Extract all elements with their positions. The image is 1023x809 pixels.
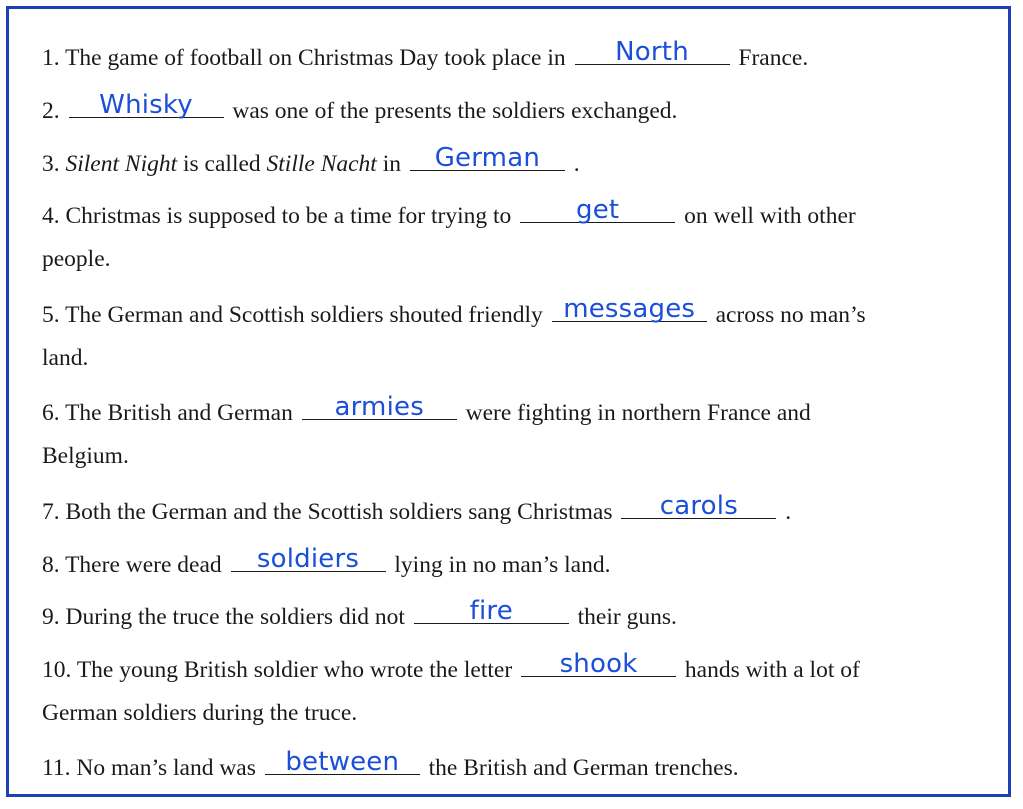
question-2: 2. Whisky was one of the presents the soldiers exchanged. <box>42 90 678 124</box>
answer-10: shook <box>559 649 638 679</box>
answer-11: between <box>285 747 400 777</box>
answer-blank-3[interactable] <box>410 143 565 173</box>
question-5-continuation: land. <box>42 345 89 371</box>
answer-blank-9[interactable] <box>414 596 569 626</box>
answer-blank-8[interactable] <box>231 544 386 574</box>
answer-blank-2[interactable] <box>69 90 224 120</box>
answer-8: soldiers <box>256 544 360 574</box>
question-7: 7. Both the German and the Scottish soldiers sang Christmas carols . <box>42 491 792 525</box>
question-6-continuation: Belgium. <box>42 443 129 469</box>
question-11: 11. No man’s land was between the British and German trenches. <box>42 747 739 781</box>
answer-7: carols <box>659 491 738 521</box>
answer-blank-1[interactable] <box>575 37 730 67</box>
answer-4: get <box>576 195 620 225</box>
answer-blank-5[interactable] <box>552 294 707 324</box>
answer-blank-6[interactable] <box>302 392 457 422</box>
answer-blank-11[interactable] <box>265 747 420 777</box>
answer-1: North <box>615 37 689 67</box>
question-10: 10. The young British soldier who wrote the letter shook hands with a lot of <box>42 649 860 683</box>
question-1: 1. The game of football on Christmas Day took place in North France. <box>42 37 809 71</box>
answer-3: German <box>434 143 541 173</box>
answer-blank-4[interactable] <box>520 195 675 225</box>
question-10-continuation: German soldiers during the truce. <box>42 700 358 726</box>
question-4: 4. Christmas is supposed to be a time for trying to get on well with other <box>42 195 856 229</box>
answer-9: fire <box>469 596 513 626</box>
answer-5: messages <box>563 294 696 324</box>
answer-blank-10[interactable] <box>521 649 676 679</box>
question-3: 3. Silent Night is called Stille Nacht in German . <box>42 143 580 177</box>
answer-blank-7[interactable] <box>621 491 776 521</box>
answer-6: armies <box>334 392 424 422</box>
question-5: 5. The German and Scottish soldiers shouted friendly messages across no man’s <box>42 294 866 328</box>
answer-2: Whisky <box>99 90 193 120</box>
question-6: 6. The British and German armies were fighting in northern France and <box>42 392 811 426</box>
question-9: 9. During the truce the soldiers did not fire their guns. <box>42 596 677 630</box>
question-4-continuation: people. <box>42 246 111 272</box>
worksheet-frame <box>6 6 1011 797</box>
question-8: 8. There were dead soldiers lying in no man’s land. <box>42 544 611 578</box>
